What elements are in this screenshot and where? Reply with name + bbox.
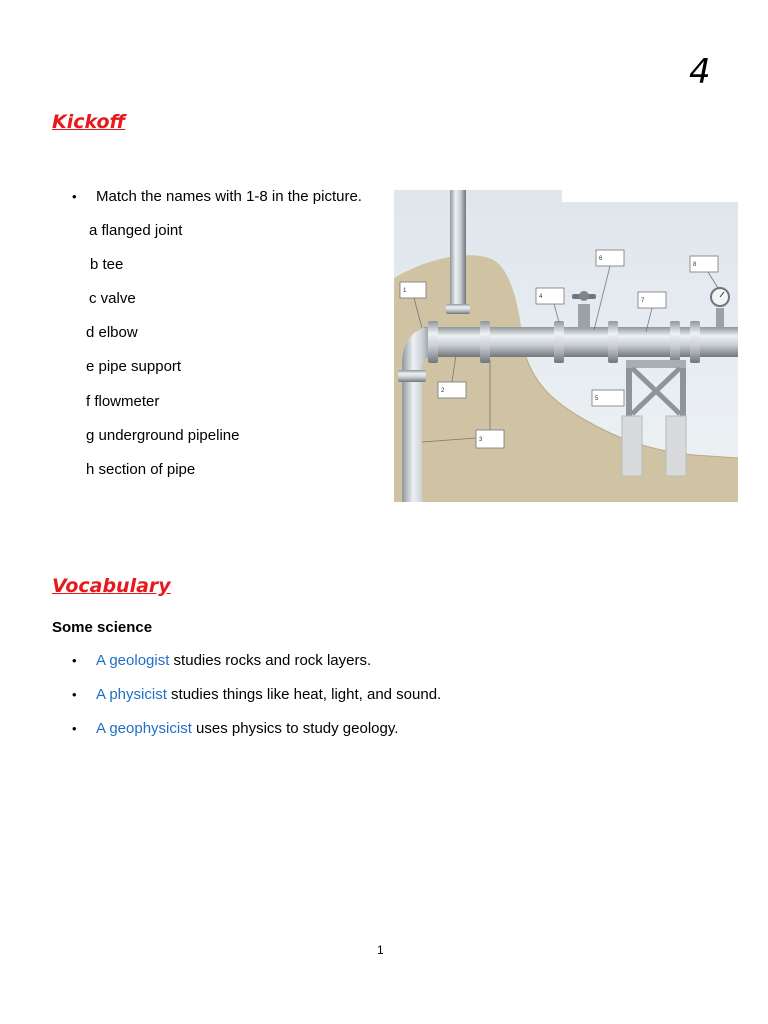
callout-label: 8	[693, 262, 697, 268]
vocabulary-subheading: Some science	[52, 619, 153, 636]
vocab-definition: studies rocks and rock layers.	[169, 652, 372, 669]
page-number: 4	[689, 52, 711, 92]
callout-label: 6	[599, 256, 603, 262]
kickoff-heading: Kickoff	[52, 111, 126, 133]
vocab-item	[96, 686, 441, 703]
vocab-term: A geophysicist	[96, 720, 192, 737]
bullet-icon: •	[72, 687, 77, 702]
bullet-icon: •	[72, 189, 77, 204]
vocab-term: A geologist	[96, 652, 170, 669]
option-item: g underground pipeline	[86, 427, 240, 444]
callout-label: 7	[641, 298, 645, 304]
callout-label: 5	[595, 396, 599, 402]
vocab-definition: studies things like heat, light, and sound.	[166, 686, 442, 703]
callout-label: 4	[539, 294, 543, 300]
vocab-term: A physicist	[96, 686, 167, 703]
footer-page-number: 1	[377, 943, 384, 957]
option-item: e pipe support	[86, 358, 182, 375]
option-item: b tee	[90, 256, 124, 273]
pipeline-diagram	[394, 190, 738, 502]
callout-label: 1	[403, 288, 407, 294]
option-item: c valve	[89, 290, 136, 307]
vocab-item	[96, 652, 371, 669]
bullet-icon: •	[72, 653, 77, 668]
option-item: d elbow	[86, 324, 138, 341]
option-item: f flowmeter	[86, 393, 160, 410]
vocab-definition: uses physics to study geology.	[191, 720, 399, 737]
kickoff-instruction: Match the names with 1-8 in the picture.	[96, 188, 362, 205]
vocabulary-heading: Vocabulary	[52, 575, 171, 597]
bullet-icon: •	[72, 721, 77, 736]
vocab-item	[96, 720, 398, 737]
callout-label: 2	[441, 388, 445, 394]
option-item: h section of pipe	[86, 461, 196, 478]
option-item: a flanged joint	[89, 222, 183, 239]
callout-label: 3	[479, 437, 483, 443]
